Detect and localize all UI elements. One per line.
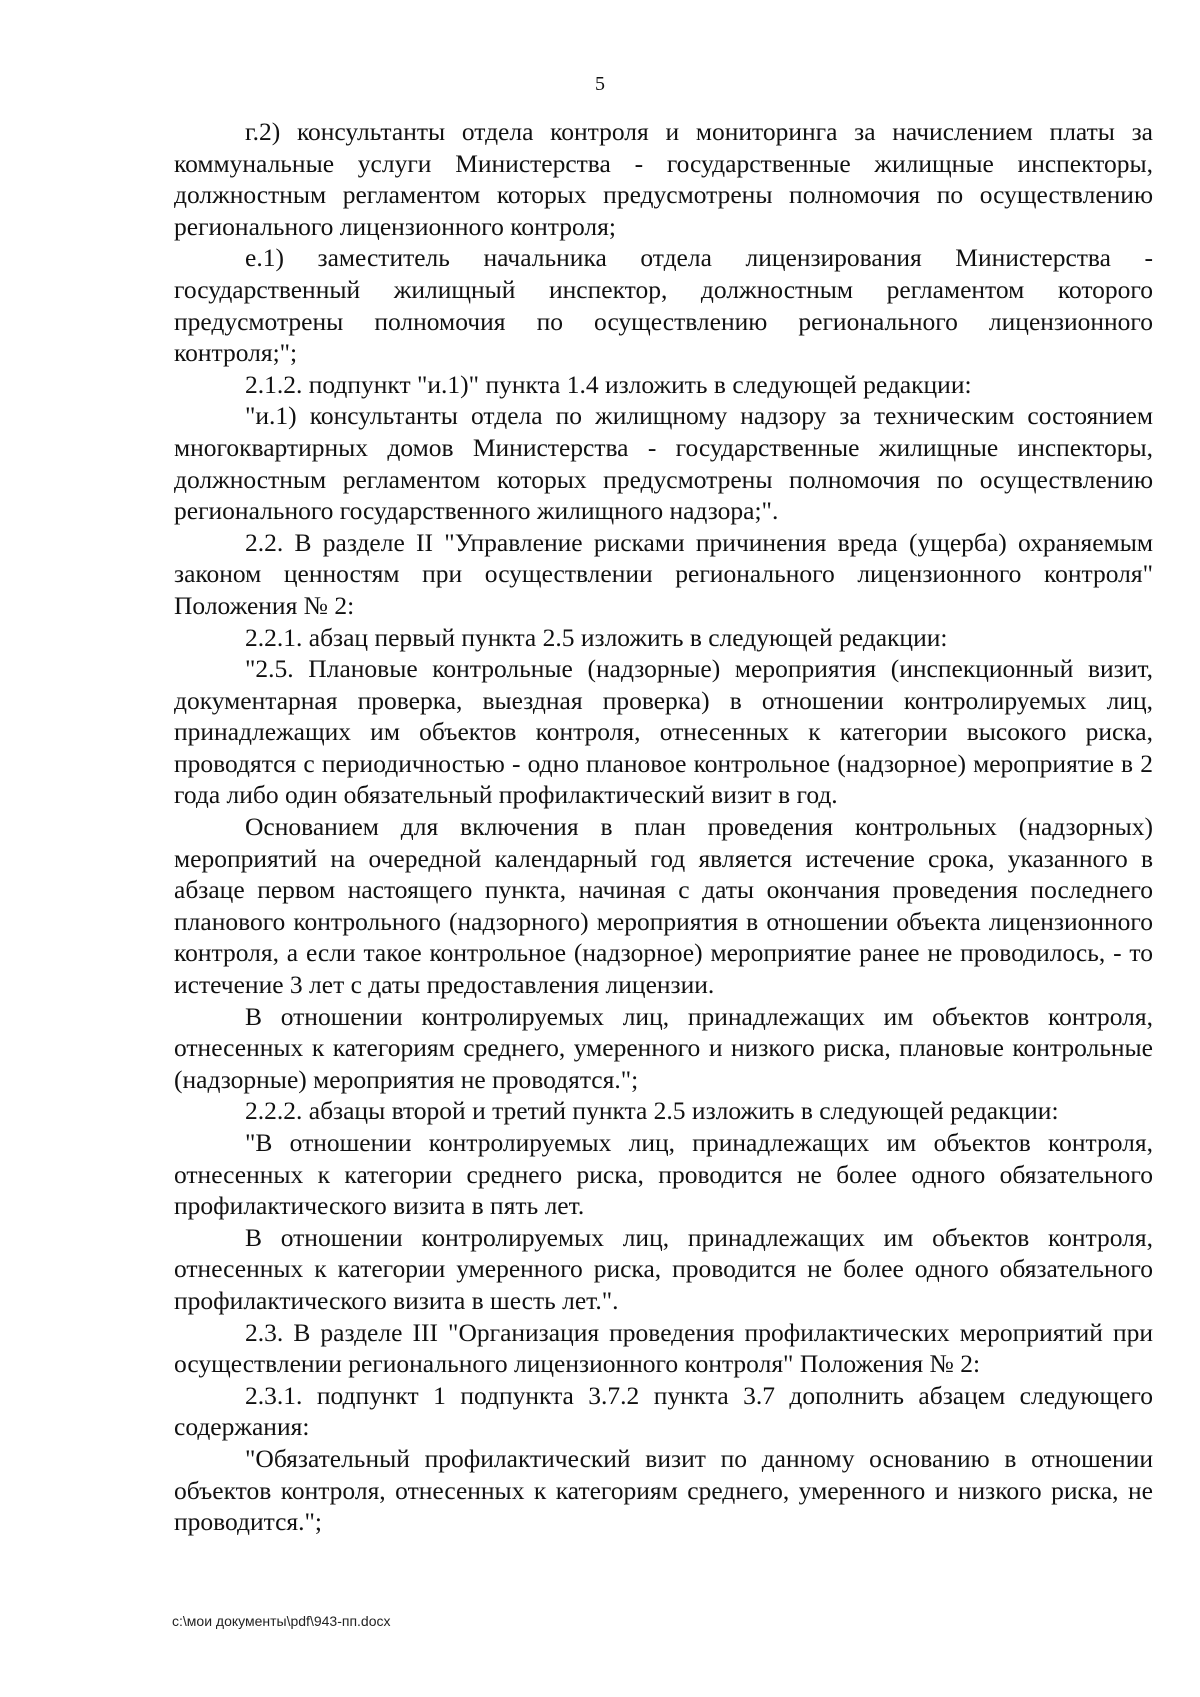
paragraph: 2.2.1. абзац первый пункта 2.5 изложить в следующей редакции: (245, 622, 948, 652)
paragraph: 2.2. В разделе II "Управление рисками причинения вреда (ущерба) охраняемым законом ценностям при осуществлении регионального лицензионного контроля" Положения № 2: (174, 527, 1153, 620)
paragraph: г.2) консультанты отдела контроля и мониторинга за начислением платы за коммунальные услуги Министерства - государственные жилищные инспекторы, должностным регламентом которых предусмотрены полномочия по осуществлению регионального лицензионного контроля; (174, 117, 1153, 241)
paragraph: 2.2.2. абзацы второй и третий пункта 2.5 изложить в следующей редакции: (245, 1096, 1059, 1126)
page-number: 5 (595, 73, 605, 95)
paragraph: 2.1.2. подпункт "и.1)" пункта 1.4 изложить в следующей редакции: (245, 369, 972, 399)
document-body (174, 116, 1153, 1538)
paragraph: Основанием для включения в план проведения контрольных (надзорных) мероприятий на очередной календарный год является истечение срока, указанного в абзаце первом настоящего пункта, начиная с даты окончания проведения последнего планового контрольного (надзорного) мероприятия в отношении объекта лицензионного контроля, а если такое контрольное (надзорное) мероприятие ранее не проводилось, - то истечение 3 лет с даты предоставления лицензии. (174, 812, 1153, 1000)
paragraph: е.1) заместитель начальника отдела лицензирования Министерства - государственный жилищный инспектор, должностным регламентом которого предусмотрены полномочия по осуществлению регионального лицензионного контроля;"; (174, 243, 1153, 368)
paragraph: "и.1) консультанты отдела по жилищному надзору за техническим состоянием многоквартирных домов Министерства - государственные жилищные инспекторы, должностным регламентом которых предусмотрены полномочия по осуществлению регионального государственного жилищного надзора;". (174, 401, 1153, 526)
paragraph: "2.5. Плановые контрольные (надзорные) мероприятия (инспекционный визит, документарная проверка, выездная проверка) в отношении контролируемых лиц, принадлежащих им объектов контроля, отнесенных к категории высокого риска, проводятся с периодичностью - одно плановое контрольное (надзорное) мероприятие в 2 года либо один обязательный профилактический визит в год. (174, 654, 1153, 810)
paragraph: В отношении контролируемых лиц, принадлежащих им объектов контроля, отнесенных к категории умеренного риска, проводится не более одного обязательного профилактического визита в шесть лет.". (174, 1222, 1153, 1315)
footer-file-path: c:\мои документы\pdf\943-пп.docx (172, 1613, 391, 1629)
paragraph: "В отношении контролируемых лиц, принадлежащих им объектов контроля, отнесенных к категории среднего риска, проводится не более одного обязательного профилактического визита в пять лет. (174, 1128, 1153, 1221)
paragraph: 2.3. В разделе III "Организация проведения профилактических мероприятий при осуществлении регионального лицензионного контроля" Положения № 2: (174, 1317, 1153, 1379)
paragraph: "Обязательный профилактический визит по данному основанию в отношении объектов контроля, отнесенных к категориям среднего, умеренного и низкого риска, не проводится."; (174, 1443, 1153, 1537)
paragraph: В отношении контролируемых лиц, принадлежащих им объектов контроля, отнесенных к категориям среднего, умеренного и низкого риска, плановые контрольные (надзорные) мероприятия не проводятся."; (174, 1001, 1153, 1094)
paragraph: 2.3.1. подпункт 1 подпункта 3.7.2 пункта 3.7 дополнить абзацем следующего содержания: (174, 1380, 1153, 1442)
